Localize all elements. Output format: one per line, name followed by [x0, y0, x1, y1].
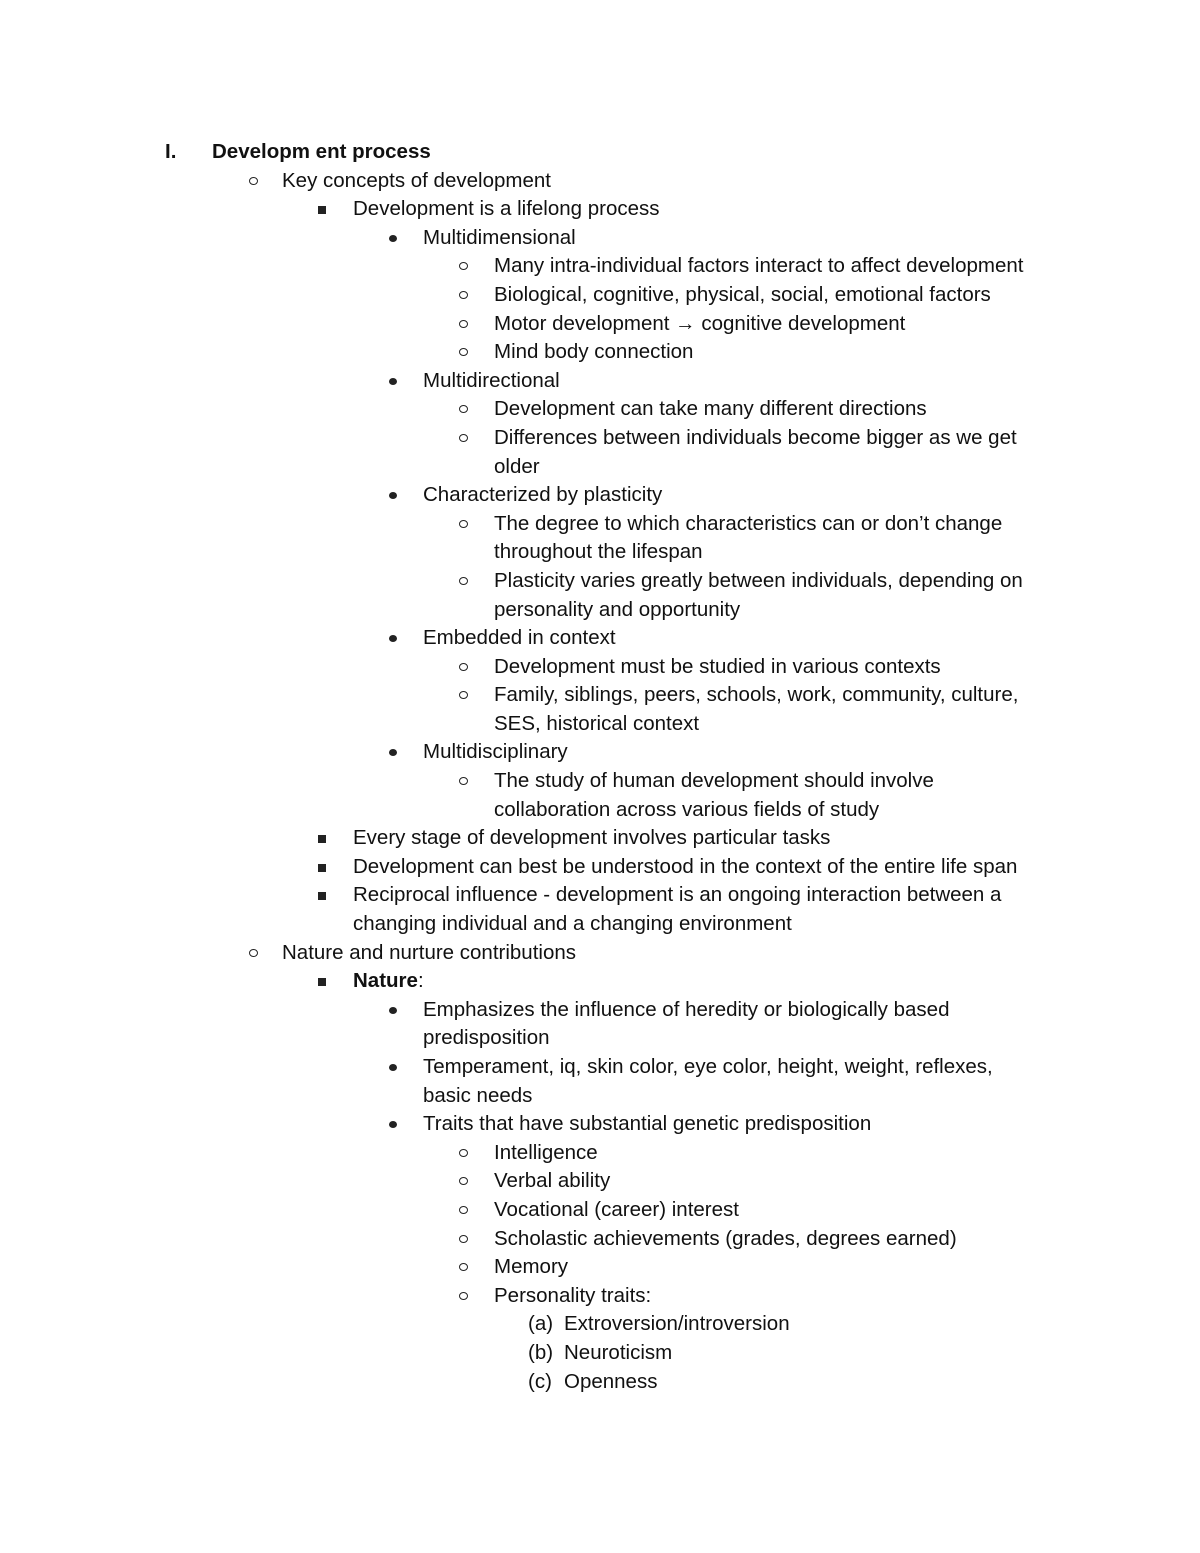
square-bullet-icon [318, 824, 326, 853]
filled-dot-bullet-icon [389, 224, 397, 253]
hollow-circle-bullet-icon [459, 395, 468, 424]
list-item: Multidimensional [0, 224, 1200, 253]
list-item: The degree to which characteristics can or don’t change [0, 510, 1200, 539]
list-item: Memory [0, 1253, 1200, 1282]
list-item: (a) Extroversion/introversion [0, 1310, 1200, 1339]
hollow-circle-bullet-icon [459, 767, 468, 796]
hollow-circle-bullet-icon [459, 310, 468, 339]
list-item-continuation: personality and opportunity [494, 597, 741, 621]
list-item: Personality traits: [0, 1282, 1200, 1311]
list-item: Reciprocal influence - development is an ongoing interaction between a [0, 881, 1200, 910]
filled-dot-bullet-icon [389, 738, 397, 767]
hollow-circle-bullet-icon [459, 1282, 468, 1311]
hollow-circle-bullet-icon [459, 1225, 468, 1254]
list-item: Multidirectional [0, 367, 1200, 396]
filled-dot-bullet-icon [389, 481, 397, 510]
list-item: Motor development → cognitive development [0, 310, 1200, 339]
enumerator-label: (c) [528, 1369, 552, 1393]
list-item: Development can take many different directions [0, 395, 1200, 424]
list-item: Development can best be understood in the context of the entire life span [0, 853, 1200, 882]
list-item: Development must be studied in various contexts [0, 653, 1200, 682]
list-item: Characterized by plasticity [0, 481, 1200, 510]
list-item: (b) Neuroticism [0, 1339, 1200, 1368]
square-bullet-icon [318, 195, 326, 224]
list-item-continuation: predisposition [423, 1026, 550, 1050]
list-item-continuation: basic needs [423, 1083, 533, 1107]
list-item: Traits that have substantial genetic predisposition [0, 1110, 1200, 1139]
list-item: Differences between individuals become bigger as we get [0, 424, 1200, 453]
list-item: Many intra-individual factors interact to affect development [0, 252, 1200, 281]
list-item: Development is a lifelong process [0, 195, 1200, 224]
list-item: Verbal ability [0, 1167, 1200, 1196]
list-item: Intelligence [0, 1139, 1200, 1168]
list-item: Mind body connection [0, 338, 1200, 367]
section-title: Developm ent process [212, 140, 431, 163]
hollow-circle-bullet-icon [459, 1139, 468, 1168]
list-item: Embedded in context [0, 624, 1200, 653]
enumerator-label: (b) [528, 1340, 554, 1364]
list-item: Plasticity varies greatly between individuals, depending on [0, 567, 1200, 596]
list-item: Nature and nurture contributions [0, 939, 1200, 968]
hollow-circle-bullet-icon [459, 510, 468, 539]
enumerator-label: (a) [528, 1312, 554, 1336]
filled-dot-bullet-icon [389, 367, 397, 396]
list-item: Nature: [0, 967, 1200, 996]
nature-label: Nature [353, 969, 418, 993]
filled-dot-bullet-icon [389, 996, 397, 1025]
list-item: (c) Openness [0, 1368, 1200, 1397]
list-item: Emphasizes the influence of heredity or biologically based [0, 996, 1200, 1025]
filled-dot-bullet-icon [389, 624, 397, 653]
hollow-circle-bullet-icon [459, 681, 468, 710]
filled-dot-bullet-icon [389, 1053, 397, 1082]
list-item: Scholastic achievements (grades, degrees earned) [0, 1225, 1200, 1254]
list-item-continuation: older [494, 454, 540, 478]
filled-dot-bullet-icon [389, 1110, 397, 1139]
list-item: Family, siblings, peers, schools, work, community, culture, [0, 681, 1200, 710]
roman-numeral: I. [165, 140, 177, 163]
hollow-circle-bullet-icon [249, 167, 258, 196]
list-item: Every stage of development involves particular tasks [0, 824, 1200, 853]
hollow-circle-bullet-icon [459, 252, 468, 281]
hollow-circle-bullet-icon [459, 281, 468, 310]
hollow-circle-bullet-icon [459, 653, 468, 682]
list-item-continuation: SES, historical context [494, 711, 700, 735]
hollow-circle-bullet-icon [459, 567, 468, 596]
list-item-continuation: throughout the lifespan [494, 540, 703, 564]
list-item: Multidisciplinary [0, 738, 1200, 767]
list-item: Temperament, iq, skin color, eye color, height, weight, reflexes, [0, 1053, 1200, 1082]
hollow-circle-bullet-icon [459, 424, 468, 453]
list-item-continuation: changing individual and a changing environment [353, 912, 792, 936]
list-item-continuation: collaboration across various fields of study [494, 797, 880, 821]
hollow-circle-bullet-icon [249, 939, 258, 968]
section-heading [0, 138, 1200, 167]
hollow-circle-bullet-icon [459, 338, 468, 367]
list-item: Key concepts of development [0, 167, 1200, 196]
hollow-circle-bullet-icon [459, 1253, 468, 1282]
document-page [0, 138, 1200, 1396]
square-bullet-icon [318, 881, 326, 910]
hollow-circle-bullet-icon [459, 1167, 468, 1196]
list-item: Vocational (career) interest [0, 1196, 1200, 1225]
square-bullet-icon [318, 853, 326, 882]
hollow-circle-bullet-icon [459, 1196, 468, 1225]
list-item: The study of human development should involve [0, 767, 1200, 796]
square-bullet-icon [318, 967, 326, 996]
list-item: Biological, cognitive, physical, social, emotional factors [0, 281, 1200, 310]
